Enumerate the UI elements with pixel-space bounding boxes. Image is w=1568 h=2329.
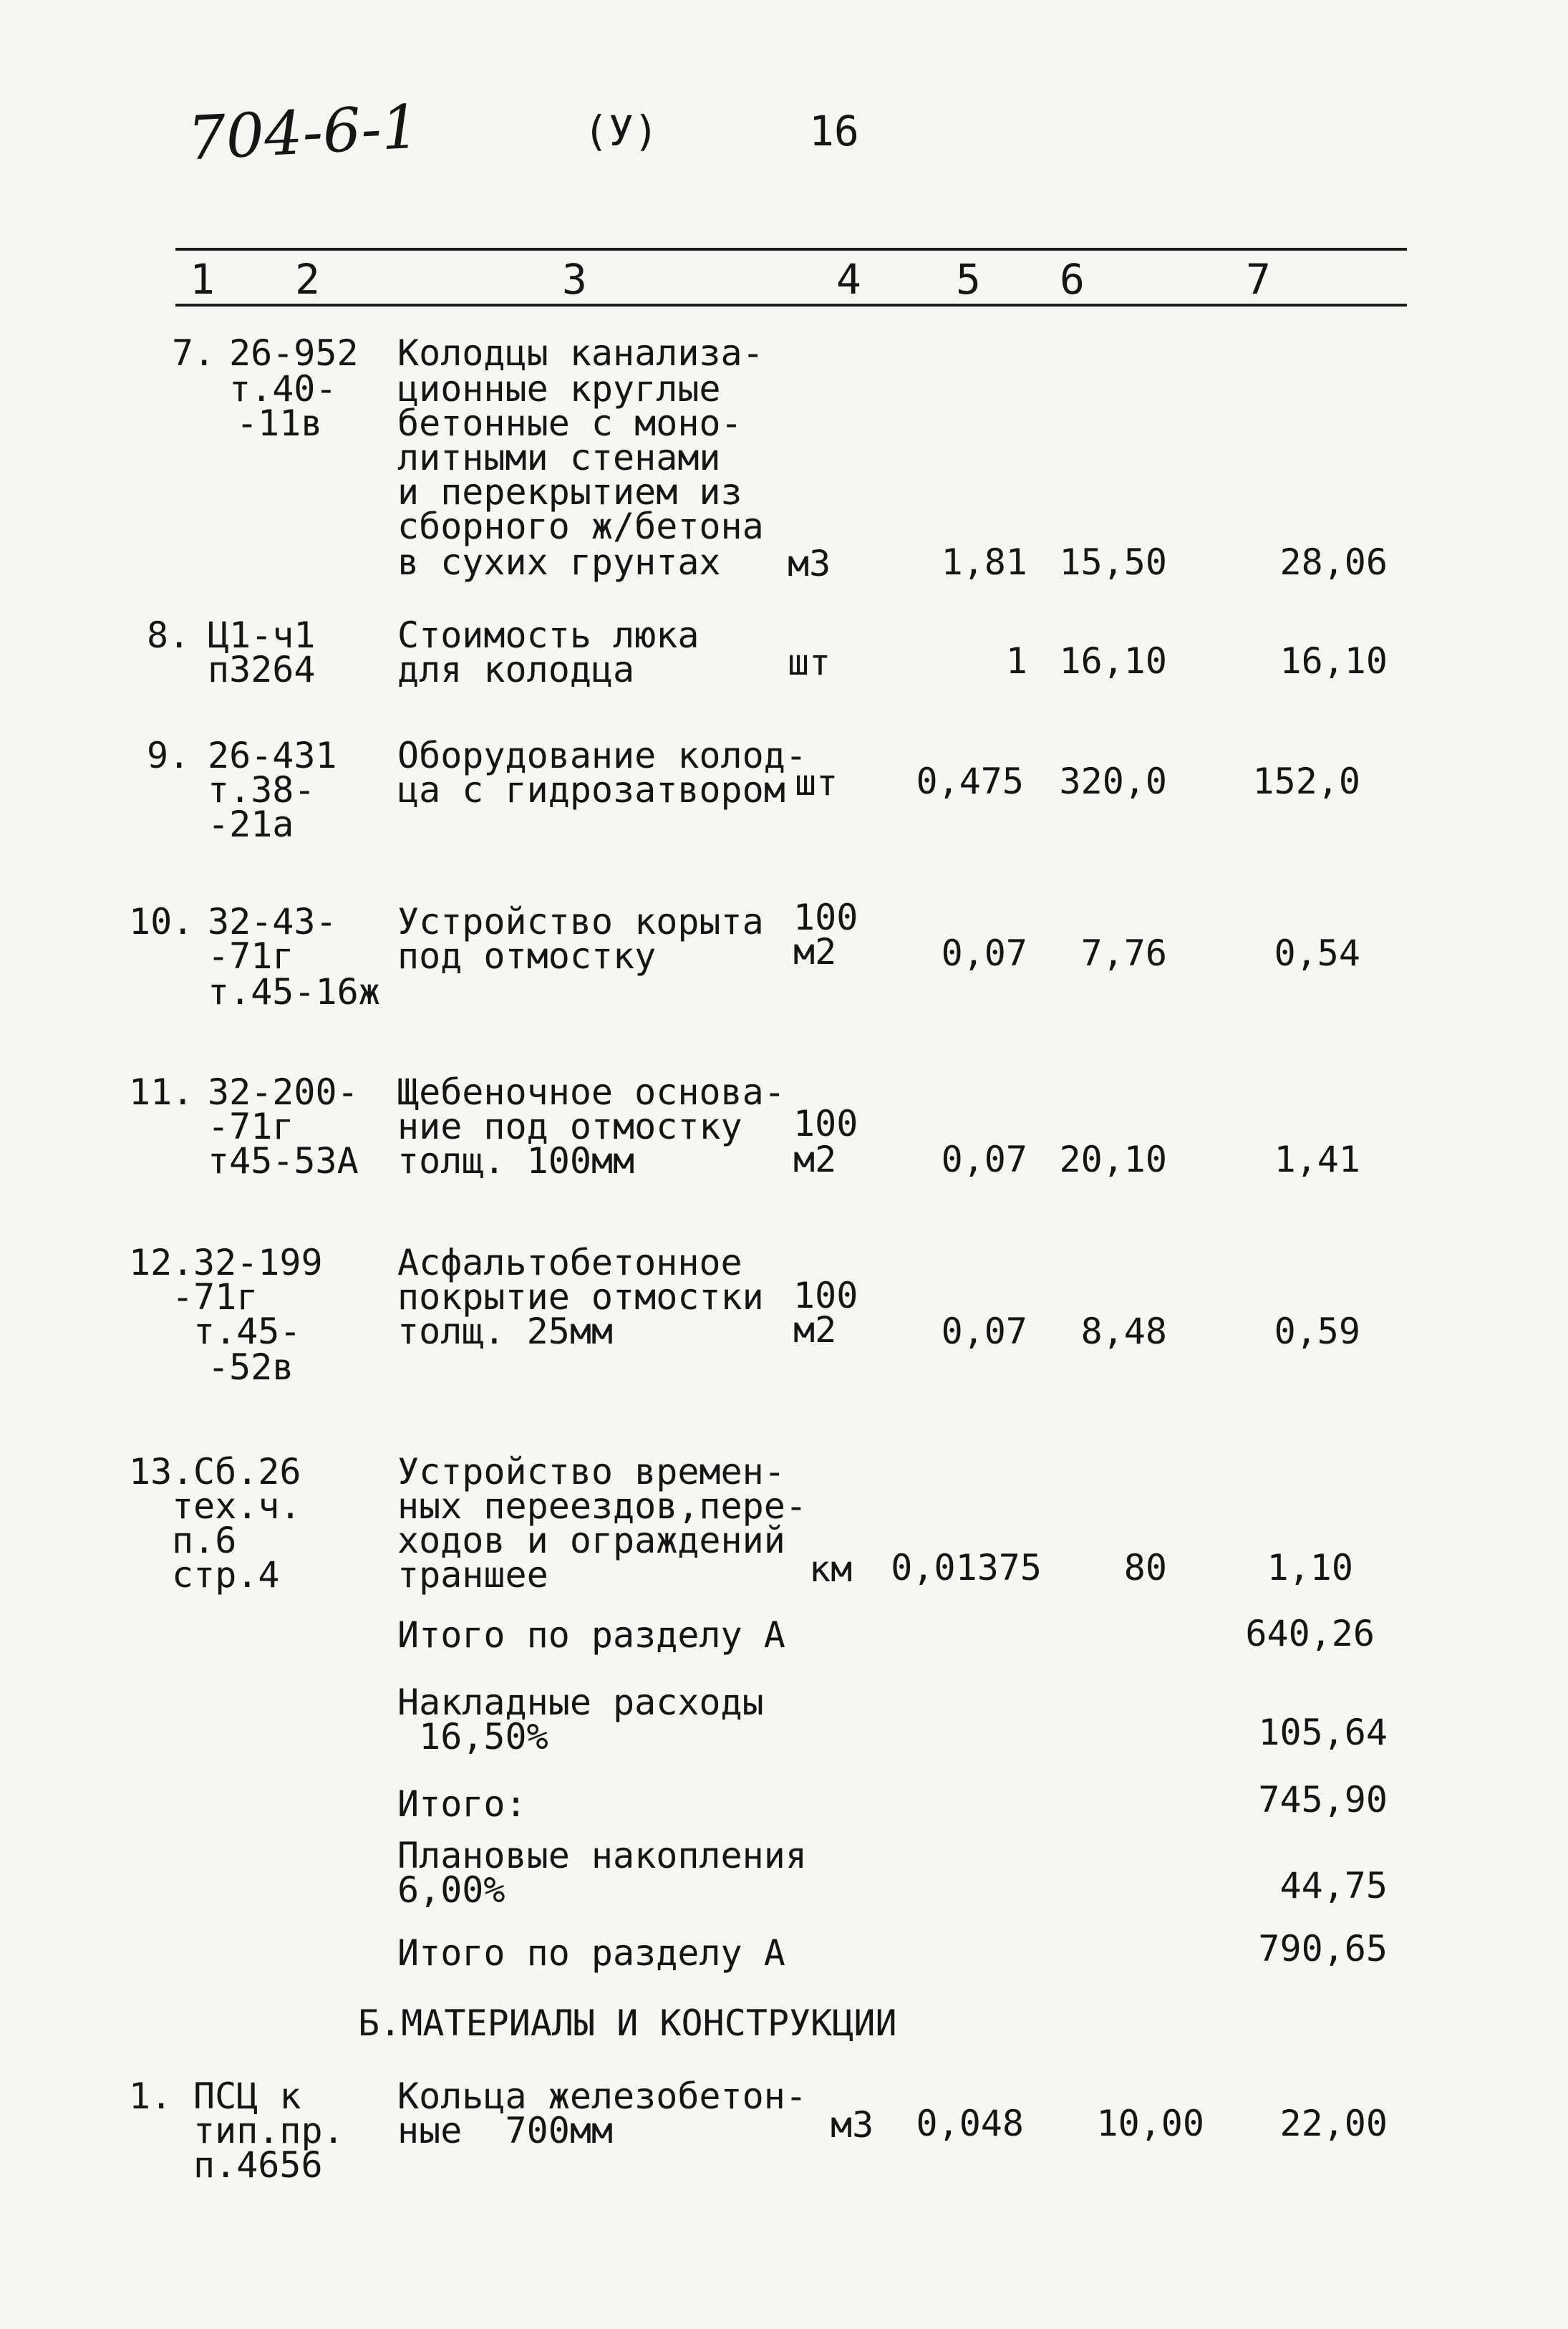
row-name-line: ные 700мм [397, 2110, 614, 2151]
row-unit: км [809, 1548, 853, 1590]
row-total: 28,06 [1279, 541, 1388, 583]
row-name-line: Щебеночное основа- [397, 1071, 785, 1113]
row-unit: шт [788, 642, 831, 683]
row-total: 1,41 [1274, 1139, 1360, 1180]
row-name-line: и перекрытием из [397, 471, 742, 513]
row-code-line: -71г [208, 935, 294, 977]
row-unit: м2 [793, 1309, 837, 1351]
summary-value: 745,90 [1258, 1779, 1388, 1821]
row-name-line: Стоимость люка [397, 614, 700, 656]
row-total: 0,59 [1274, 1311, 1360, 1352]
row-unit: м2 [793, 1139, 837, 1180]
row-name-line: ца с гидрозатвором [397, 769, 785, 811]
row-name-line: под отмостку [397, 935, 657, 977]
row-code-line: стр.4 [172, 1554, 280, 1596]
handwritten-doc-code: 704-6-1 [185, 91, 422, 174]
section-title: Б.МАТЕРИАЛЫ И КОНСТРУКЦИИ [358, 2002, 897, 2044]
row-unit-price: 8,48 [1080, 1311, 1167, 1352]
summary-label: Итого: [397, 1783, 527, 1825]
row-code-line: ПСЦ к [193, 2075, 301, 2117]
row-unit: шт [795, 762, 838, 804]
row-code-line: т.38- [208, 769, 316, 811]
row-unit-price: 7,76 [1080, 932, 1167, 974]
row-name-line: Устройство времен- [397, 1451, 785, 1493]
column-header-4: 4 [836, 255, 861, 304]
summary-label: 16,50% [397, 1716, 548, 1757]
summary-label: Итого по разделу А [397, 1614, 785, 1656]
row-unit-price: 80 [1123, 1547, 1167, 1588]
row-code-line: 32-199 [193, 1242, 323, 1283]
row-name-line: литными стенами [397, 437, 721, 478]
row-number: 11. [129, 1071, 194, 1113]
row-name-line: ходов и ограждений [397, 1520, 785, 1561]
row-quantity: 0,07 [941, 932, 1027, 974]
row-number: 7. [172, 332, 216, 374]
summary-label: Плановые накопления [397, 1835, 807, 1876]
row-name-line: покрытие отмостки [397, 1276, 764, 1318]
header-mark: (У) [584, 107, 659, 155]
row-code-line: -71г [208, 1106, 294, 1147]
row-name-line: толщ. 25мм [397, 1311, 614, 1352]
row-code-line: тип.пр. [193, 2110, 344, 2151]
row-code-line: -71г [172, 1276, 258, 1318]
row-quantity: 0,01375 [891, 1547, 1042, 1588]
page-number: 16 [809, 107, 859, 155]
row-code-line: Сб.26 [193, 1451, 301, 1493]
row-code-line: п.6 [172, 1520, 237, 1561]
row-code-line: 32-200- [208, 1071, 359, 1113]
summary-value: 44,75 [1279, 1865, 1388, 1906]
row-code-line: -11в [236, 402, 323, 444]
row-unit-price: 16,10 [1059, 640, 1167, 682]
table-top-rule [175, 248, 1407, 251]
row-code-line: 26-952 [229, 332, 359, 374]
table-header-rule [175, 304, 1407, 307]
row-code-line: т.45-16ж [208, 971, 380, 1013]
row-name-line: Устройство корыта [397, 901, 764, 942]
row-quantity: 0,07 [941, 1139, 1027, 1180]
row-name-line: Асфальтобетонное [397, 1242, 742, 1283]
row-quantity: 1 [1005, 640, 1027, 682]
summary-value: 640,26 [1245, 1613, 1375, 1654]
row-number: 10. [129, 901, 194, 942]
row-name-line: в сухих грунтах [397, 541, 721, 583]
row-total: 1,10 [1267, 1547, 1353, 1588]
row-total: 0,54 [1274, 932, 1360, 974]
row-name-line: Колодцы канализа- [397, 332, 764, 374]
row-unit: 100 [793, 1103, 858, 1144]
row-name-line: Оборудование колод- [397, 735, 807, 776]
column-header-2: 2 [295, 255, 320, 304]
row-unit: 100 [793, 897, 858, 938]
summary-label: 6,00% [397, 1869, 505, 1911]
row-code-line: 26-431 [208, 735, 337, 776]
row-code-line: т.40- [229, 368, 337, 410]
row-name-line: ние под отмостку [397, 1106, 742, 1147]
row-code-line: -52в [208, 1346, 294, 1388]
row-unit: м2 [793, 931, 837, 973]
row-unit-price: 15,50 [1059, 541, 1167, 583]
row-code-line: Ц1-ч1 [208, 614, 316, 656]
row-unit-price: 320,0 [1059, 761, 1167, 802]
row-total: 152,0 [1252, 761, 1360, 802]
column-header-6: 6 [1060, 255, 1085, 304]
summary-label: Накладные расходы [397, 1682, 764, 1723]
column-header-5: 5 [956, 255, 981, 304]
row-total: 22,00 [1279, 2103, 1388, 2144]
row-number: 12. [129, 1242, 194, 1283]
row-quantity: 0,048 [916, 2103, 1024, 2144]
row-unit: м3 [831, 2104, 874, 2146]
row-name-line: толщ. 100мм [397, 1140, 635, 1182]
summary-label: Итого по разделу А [397, 1932, 785, 1974]
row-code-line: т.45- [193, 1311, 301, 1352]
row-name-line: для колодца [397, 649, 635, 690]
row-unit-price: 20,10 [1059, 1139, 1167, 1180]
row-name-line: ных переездов,пере- [397, 1485, 807, 1527]
row-total: 16,10 [1279, 640, 1388, 682]
row-number: 9. [147, 735, 190, 776]
row-code-line: -21а [208, 804, 294, 845]
summary-value: 790,65 [1258, 1928, 1388, 1969]
row-code-line: тех.ч. [172, 1485, 301, 1527]
row-code-line: 32-43- [208, 901, 337, 942]
row-code-line: п3264 [208, 649, 316, 690]
row-name-line: сборного ж/бетона [397, 506, 764, 547]
row-code-line: т45-53А [208, 1140, 359, 1182]
row-unit: 100 [793, 1275, 858, 1316]
column-header-1: 1 [190, 255, 215, 304]
row-quantity: 1,81 [941, 541, 1027, 583]
row-name-line: Кольца железобетон- [397, 2075, 807, 2117]
row-unit-price: 10,00 [1096, 2103, 1204, 2144]
row-quantity: 0,475 [916, 761, 1024, 802]
row-number: 13. [129, 1451, 194, 1493]
row-number: 8. [147, 614, 190, 656]
row-number: 1. [129, 2075, 173, 2117]
row-unit: м3 [788, 543, 831, 584]
row-name-line: траншее [397, 1554, 548, 1596]
row-name-line: бетонные с моно- [397, 402, 742, 444]
column-header-3: 3 [562, 255, 587, 304]
row-name-line: ционные круглые [397, 368, 721, 410]
column-header-7: 7 [1246, 255, 1271, 304]
summary-value: 105,64 [1258, 1712, 1388, 1753]
row-quantity: 0,07 [941, 1311, 1027, 1352]
row-code-line: п.4656 [193, 2144, 323, 2186]
